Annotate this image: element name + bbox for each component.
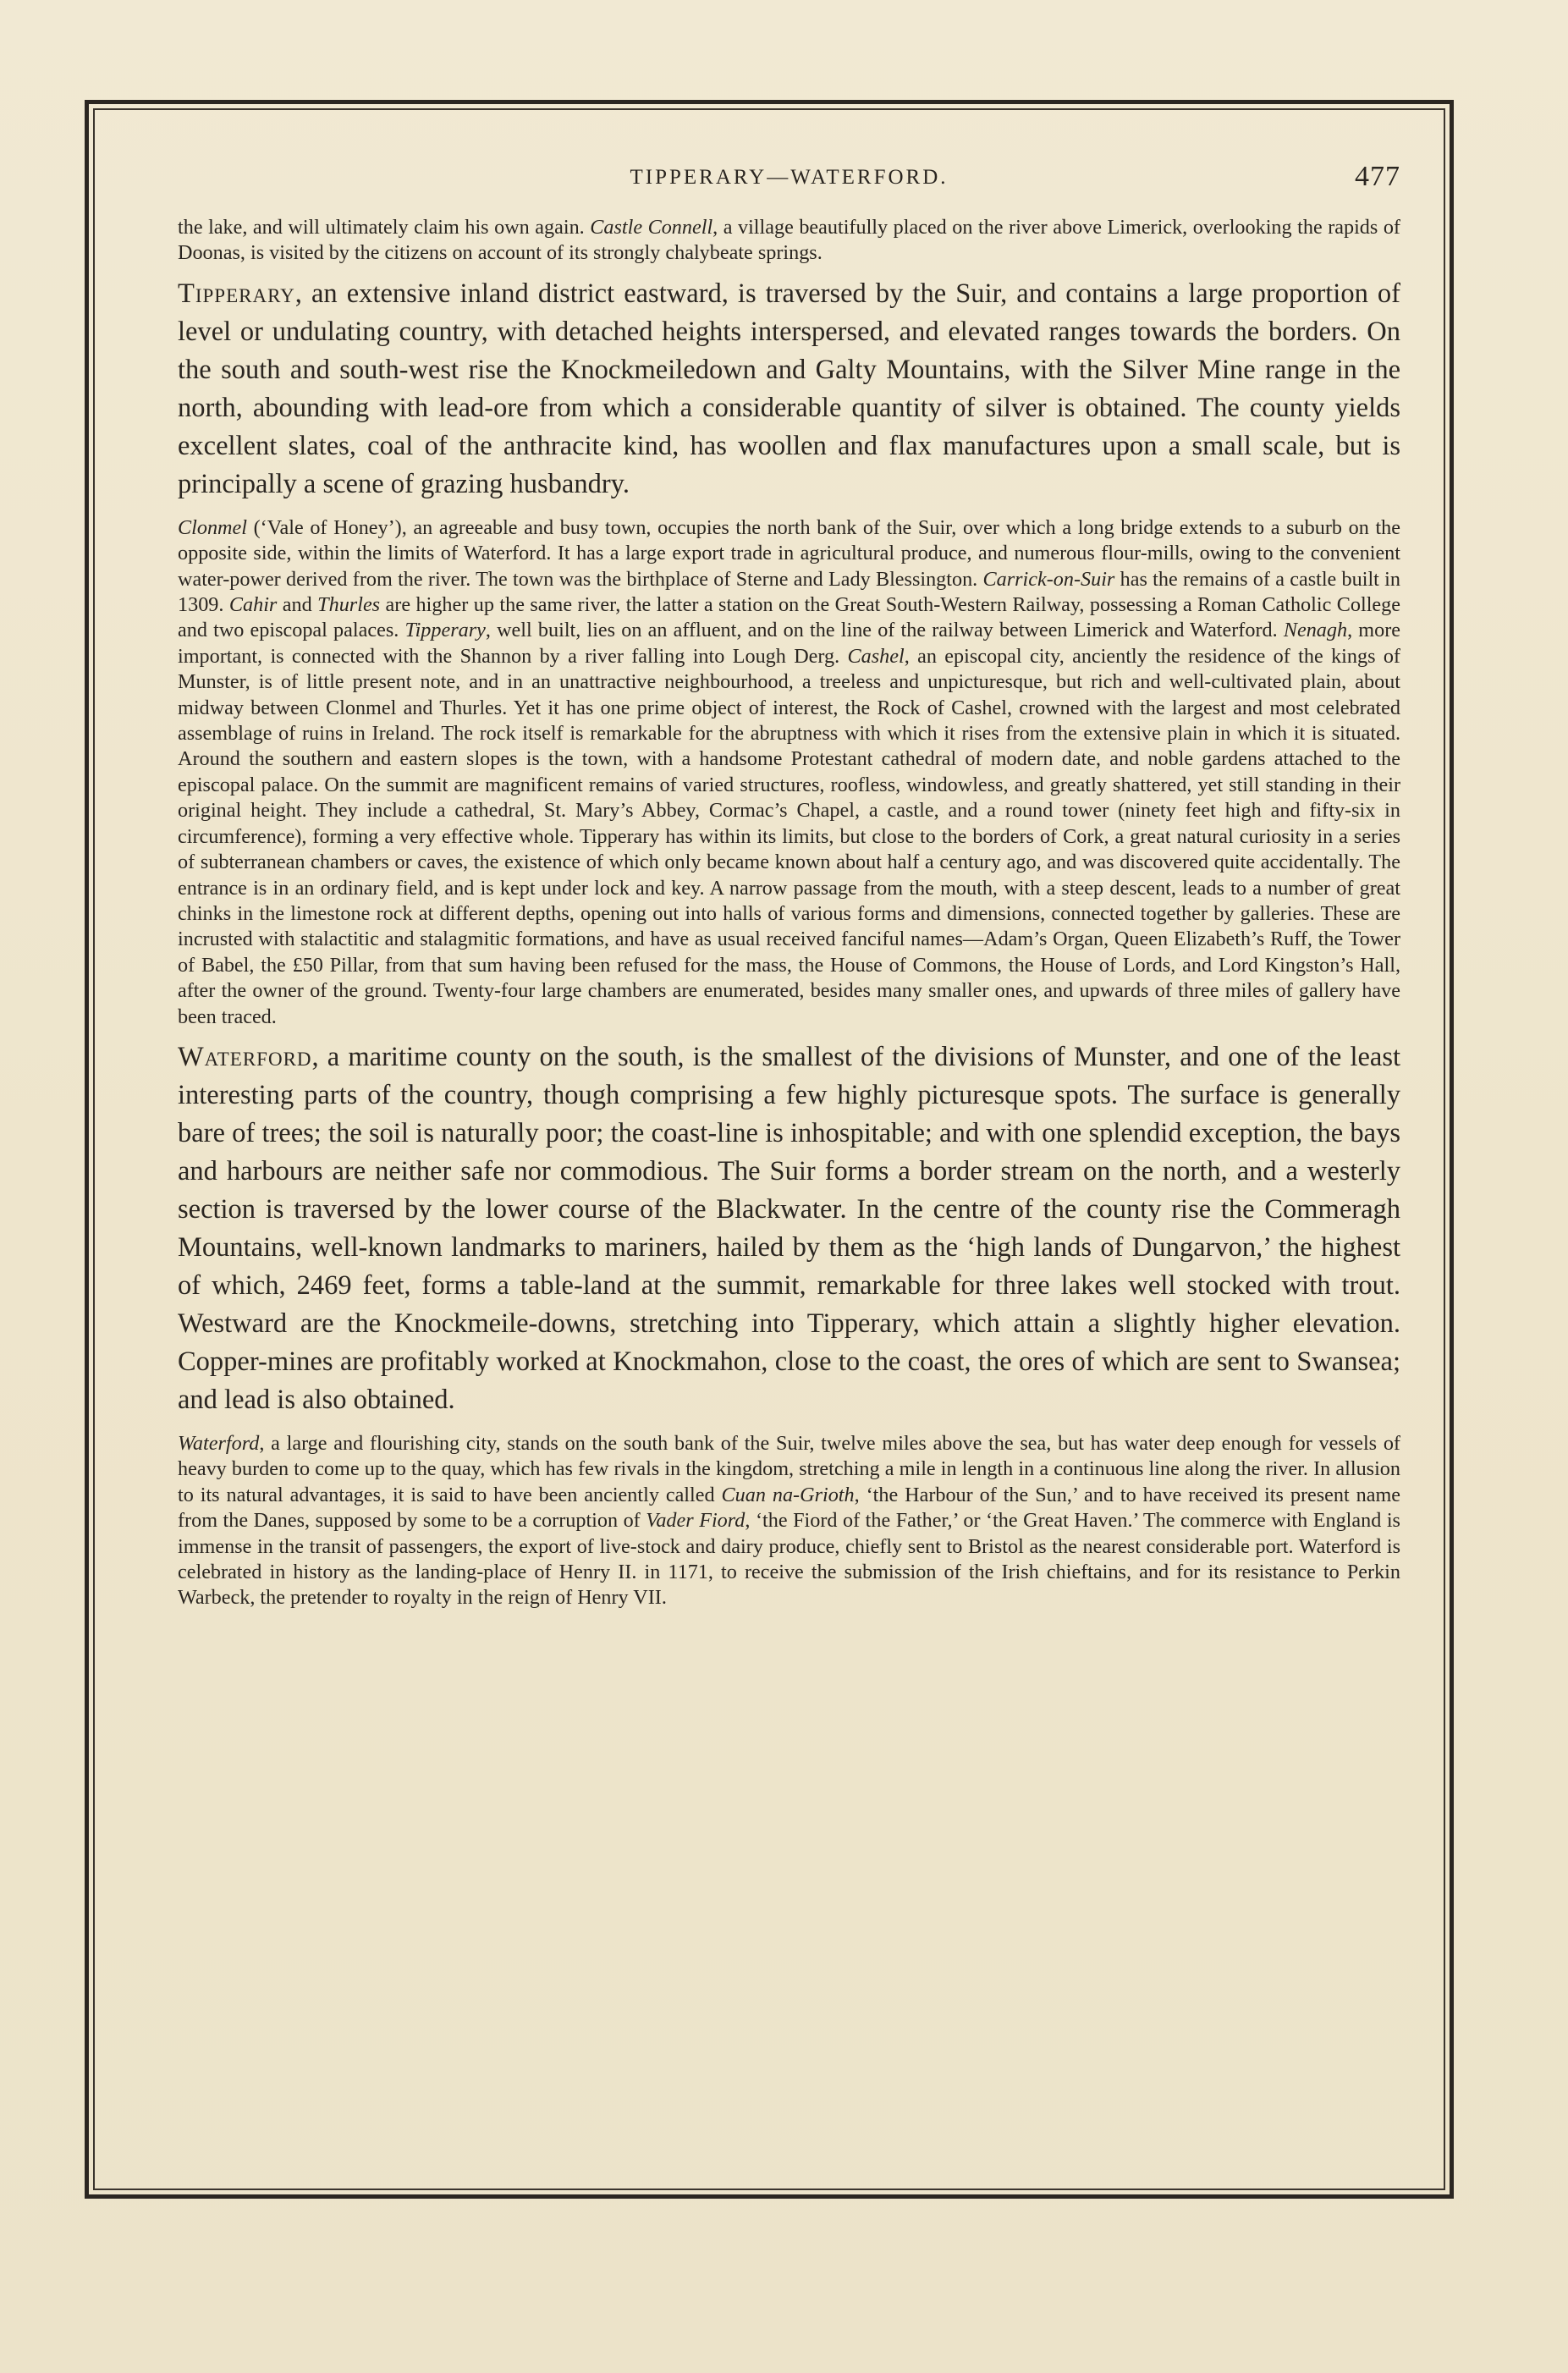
text-run: , ‘the Harbour of the Sun,’ and to have received its present name from the Danes, supposed by some to be a corruption of [178,1483,1401,1533]
place-name: Vader Fiord [646,1509,745,1533]
text-run: , a large and flourishing city, stands on the south bank of the Suir, twelve miles above the sea, but has water deep enough for vessels of heavy burden to come up to the quay, which has few rivals in the kingdom, stretching a mile in length in a continuous line along the river. In allusion to its natural advantages, it is said to have been anciently called [178,1431,1400,1506]
text-run: (‘Vale of Honey’), an agreeable and busy town, occupies the north bank of the Suir, over which a long bridge extends to a suburb on the opposite side, within the limits of Waterford. It has a large export trade in agricultural produce, and numerous flour-mills, owing to the convenient water-power derived from the river. The town was the birthplace of Sterne and Lady Blessington. [178,515,1400,591]
text-run: are higher up the same river, the latter a station on the Great South-Western Railway, possessing a Roman Catholic College and two episcopal palaces. [178,593,1400,642]
place-name: Clonmel [178,515,247,539]
text-run: , an episcopal city, anciently the residence of the kings of Munster, is of little present note, and in an unattractive neighbourhood, a treeless and unpicturesque, but rich and well-cultivated plain, about midway between Clonmel and Thurles. Yet it has one prime object of interest, the Rock of Cashel, crowned with the largest and most celebrated assemblage of ruins in Ireland. The rock itself is remarkable for the abruptness with which it rises from the extensive plain in which it is situated. Around the southern and eastern slopes is the town, with a handsome Protestant cathedral of modern date, and noble gardens attached to the episcopal palace. On the summit are magnificent remains of varied structures, roofless, windowless, and greatly shattered, yet still standing in their original height. They include a cathedral, St. Mary’s Abbey, Cormac’s Chapel, a castle, and a round tower (ninety feet high and fifty-six in circumference), forming a very effective whole. Tipperary has within its limits, but close to the borders of Cork, a great natural curiosity in a series of subterranean chambers or caves, the existence of which only became known about half a century ago, and was discovered quite accidentally. The entrance is in an ordinary field, and is kept under lock and key. A narrow passage from the mouth, with a steep descent, leads to a number of great chinks in the limestone rock at different depths, opening out into halls of various forms and dimensions, connected together by galleries. These are incrusted with stalactitic and stalagmitic formations, and have as usual received fanciful names—Adam’s Organ, Queen Elizabeth’s Ruff, the Tower of Babel, the £50 Pillar, from that sum having been refused for the mass, the House of Commons, the House of Lords, and Lord Kingston’s Hall, after the owner of the ground. Twenty-four large chambers are enumerated, besides many smaller ones, and upwards of three miles of gallery have been traced. [178,644,1400,1028]
paragraph-tipperary-towns [178,515,1400,1030]
text-run: , ‘the Fiord of the Father,’ or ‘the Great Haven.’ The commerce with England is immense in the transit of passengers, the export of live-stock and dairy produce, chiefly sent to Bristol as the nearest considerable port. Waterford is celebrated in history as the landing-place of Henry II. in 1171, to receive the submission of the Irish chieftains, and for its resistance to Perkin Warbeck, the pretender to royalty in the reign of Henry VII. [178,1509,1400,1610]
running-head [178,161,1400,210]
text-run: , more important, is connected with the Shannon by a river falling into Lough Derg. [178,619,1400,668]
paragraph-tipperary [178,275,1400,504]
place-name: Tipperary [404,619,486,642]
text-run: , a village beautifully placed on the river above Limerick, overlooking the rapids of Doonas, is visited by the citizens on account of its strongly chalybeate springs. [178,216,1400,265]
place-name: Nenagh [1283,619,1348,642]
text-run: the lake, and will ultimately claim his own again. [178,216,591,239]
county-heading-waterford: Waterford [178,1041,312,1072]
text-run: , well built, lies on an affluent, and on the line of the railway between Limerick and Waterford. [485,619,1284,642]
paragraph-waterford-city [178,1431,1400,1611]
paragraph-lake-castle-connell [178,215,1400,267]
running-title: TIPPERARY—WATERFORD. [630,166,949,189]
place-name: Cashel [847,644,905,668]
text-run: , a maritime county on the south, is the smallest of the divisions of Munster, and one of the least interesting parts of the country, though comprising a few highly picturesque spots. The surface is generally bare of trees; the soil is naturally poor; the coast-line is inhospitable; and with one splendid exception, the bays and harbours are neither safe nor commodious. The Suir forms a border stream on the north, and a westerly section is traversed by the lower course of the Blackwater. In the centre of the county rise the Commeragh Mountains, well-known landmarks to mariners, hailed by them as the ‘high lands of Dungarvon,’ the highest of which, 2469 feet, forms a table-land at the summit, remarkable for three lakes well stocked with trout. Westward are the Knockmeile-downs, stretching into Tipperary, which attain a slightly higher elevation. Copper-mines are profitably worked at Knockmahon, close to the coast, the ores of which are sent to Swansea; and lead is also obtained. [178,1041,1400,1415]
place-name: Thurles [317,593,381,617]
county-heading-tipperary: Tipperary [178,278,295,309]
place-name: Castle Connell [590,216,713,239]
text-run: has the remains of a castle built in 1309. [178,567,1400,617]
text-run: and [277,593,318,617]
place-name: Cuan na-Grioth [721,1483,855,1506]
paragraph-waterford-county [178,1038,1400,1419]
page-number: 477 [1355,161,1400,192]
text-run: , an extensive inland district eastward, is traversed by the Suir, and contains a large proportion of level or undulating country, with detached heights interspersed, and elevated ranges towards the borders. On the south and south-west rise the Knockmeiledown and Galty Mountains, with the Silver Mine range in the north, abounding with lead-ore from which a considerable quantity of silver is obtained. The county yields excellent slates, coal of the anthracite kind, has woollen and flax manufactures upon a small scale, but is principally a scene of grazing husbandry. [178,278,1400,499]
place-name: Carrick-on-Suir [982,567,1115,591]
place-name: Waterford [178,1431,260,1455]
page-content [178,161,1400,1620]
place-name: Cahir [228,593,278,617]
